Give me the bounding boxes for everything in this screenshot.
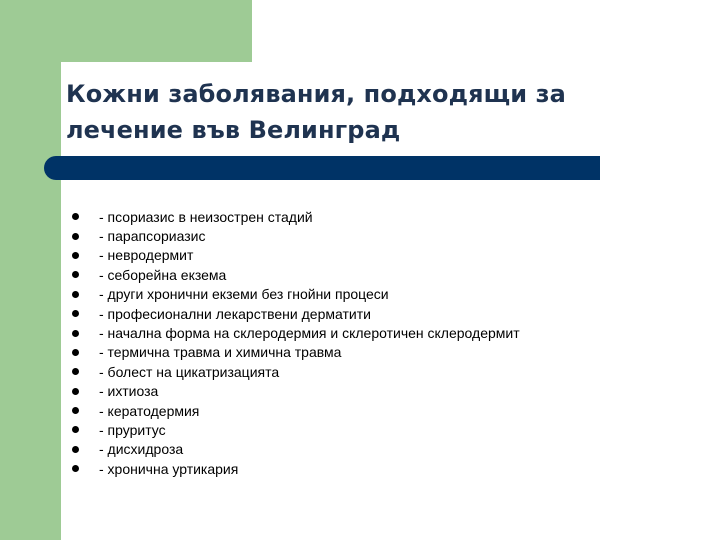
bullet-icon: [72, 291, 79, 298]
list-item-text: - ихтиоза: [99, 383, 159, 400]
bullet-icon: [72, 330, 79, 337]
list-item: [72, 323, 520, 342]
list-item: [72, 207, 520, 226]
list-item: [72, 440, 520, 459]
list-item-text: - себорейна екзема: [99, 266, 227, 283]
list-item: [72, 285, 520, 304]
bullet-icon: [72, 310, 79, 317]
list-item-text: - термична травма и химична травма: [99, 344, 342, 361]
list-item-text: - пруритус: [99, 421, 166, 438]
green-left-stripe: [0, 0, 61, 540]
list-item-text: - парапсориазис: [99, 228, 206, 245]
bullet-icon: [72, 271, 79, 278]
bullet-list: [72, 207, 520, 478]
list-item: [72, 382, 520, 401]
list-item: [72, 401, 520, 420]
list-item: [72, 226, 520, 245]
list-item: [72, 246, 520, 265]
title-underline-bar: [44, 156, 600, 180]
list-item: [72, 343, 520, 362]
list-item-text: - невродермит: [99, 247, 194, 264]
list-item-text: - псориазис в неизострен стадий: [99, 208, 313, 225]
list-item-text: - професионални лекарствени дерматити: [99, 305, 371, 322]
bullet-icon: [72, 446, 79, 453]
bullet-icon: [72, 388, 79, 395]
slide-title: Кожни заболявания, подходящи за лечение във Велинград: [66, 80, 566, 144]
list-item-text: - болест на цикатризацията: [99, 363, 280, 380]
list-item-text: - начална форма на склеродермия и склеротичен склеродермит: [99, 325, 520, 342]
bullet-icon: [72, 233, 79, 240]
bullet-icon: [72, 465, 79, 472]
list-item-text: - кератодермия: [99, 402, 200, 419]
bullet-icon: [72, 213, 79, 220]
list-item-text: - дисхидроза: [99, 441, 184, 458]
list-item: [72, 459, 520, 478]
list-item: [72, 420, 520, 439]
list-item-text: - други хронични екземи без гнойни процеси: [99, 286, 389, 303]
bullet-icon: [72, 368, 79, 375]
list-item-text: - хронична уртикария: [99, 460, 239, 477]
list-item: [72, 304, 520, 323]
bullet-icon: [72, 426, 79, 433]
bullet-icon: [72, 407, 79, 414]
bullet-icon: [72, 349, 79, 356]
list-item: [72, 265, 520, 284]
list-item: [72, 362, 520, 381]
bullet-icon: [72, 252, 79, 259]
